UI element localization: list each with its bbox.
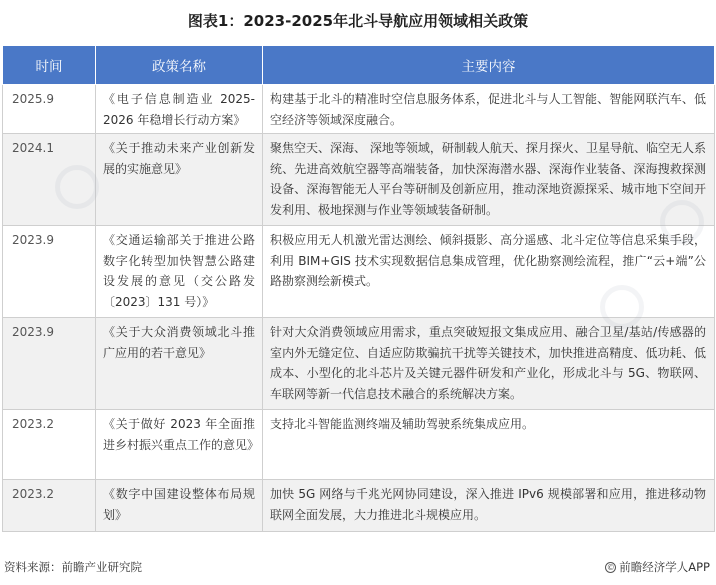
row-policy-name: 《关于做好 2023 年全面推进乡村振兴重点工作的意见》 — [96, 410, 263, 480]
row-main-content: 针对大众消费领域应用需求，重点突破短报文集成应用、融合卫星/基站/传感器的室内外无缝定位、自适应防欺骗抗干扰等关键技术，加快推进高精度、低功耗、低成本、小型化的北斗芯片及关键元器件研发和产业化，形成北斗与 5G、物联网、车联网等新一代信息技术融合的系统解决方案。 — [263, 318, 715, 410]
row-policy-name: 《电子信息制造业 2025-2026 年稳增长行动方案》 — [96, 85, 263, 134]
row-main-content: 积极应用无人机激光雷达测绘、倾斜摄影、高分遥感、北斗定位等信息采集手段，利用 BIM+GIS 技术实现数据信息集成管理，优化勘察测绘流程，推广“云+端”公路勘察测绘新模式。 — [263, 226, 715, 318]
brand-credit — [605, 559, 710, 575]
row-main-content: 加快 5G 网络与千兆光网协同建设，深入推进 IPv6 规模部署和应用，推进移动物联网全面发展，大力推进北斗规模应用。 — [263, 480, 715, 532]
table-header-row — [3, 46, 715, 85]
row-main-content: 聚焦空天、深海、 深地等领域，研制载人航天、探月探火、卫星导航、临空无人系统、先进高效航空器等高端装备，加快深海潜水器、深海作业装备、深海搜救探测设备、深海智能无人平台等研制及创新应用，推动深地资源探采、城市地下空间开发利用、极地探测与作业等领域装备研制。 — [263, 134, 715, 226]
header-policy-name: 政策名称 — [96, 46, 263, 85]
table-row — [3, 226, 715, 318]
header-time: 时间 — [3, 46, 96, 85]
table-row — [3, 134, 715, 226]
row-time: 2024.1 — [3, 134, 96, 226]
source-note: 资料来源：前瞻产业研究院 — [4, 560, 142, 574]
table-row — [3, 85, 715, 134]
row-time: 2023.9 — [3, 226, 96, 318]
row-policy-name: 《关于推动未来产业创新发展的实施意见》 — [96, 134, 263, 226]
row-main-content: 支持北斗智能监测终端及辅助驾驶系统集成应用。 — [263, 410, 715, 480]
row-time: 2025.9 — [3, 85, 96, 134]
table-row — [3, 318, 715, 410]
policy-table — [2, 45, 715, 532]
footer — [0, 555, 716, 579]
chart-title: 图表1：2023-2025年北斗导航应用领域相关政策 — [187, 12, 529, 30]
table-row — [3, 480, 715, 532]
row-time: 2023.9 — [3, 318, 96, 410]
row-policy-name: 《关于大众消费领域北斗推广应用的若干意见》 — [96, 318, 263, 410]
table-row — [3, 410, 715, 480]
row-policy-name: 《数字中国建设整体布局规划》 — [96, 480, 263, 532]
row-time: 2023.2 — [3, 480, 96, 532]
policy-table-container — [2, 45, 714, 532]
header-main-content: 主要内容 — [263, 46, 715, 85]
row-main-content: 构建基于北斗的精准时空信息服务体系，促进北斗与人工智能、智能网联汽车、低空经济等领域深度融合。 — [263, 85, 715, 134]
row-time: 2023.2 — [3, 410, 96, 480]
row-policy-name: 《交通运输部关于推进公路数字化转型加快智慧公路建设发展的意见（交公路发〔2023〕131 号）》 — [96, 226, 263, 318]
brand-name: 前瞻经济学人APP — [619, 560, 710, 574]
copyright-icon: © — [606, 562, 615, 572]
